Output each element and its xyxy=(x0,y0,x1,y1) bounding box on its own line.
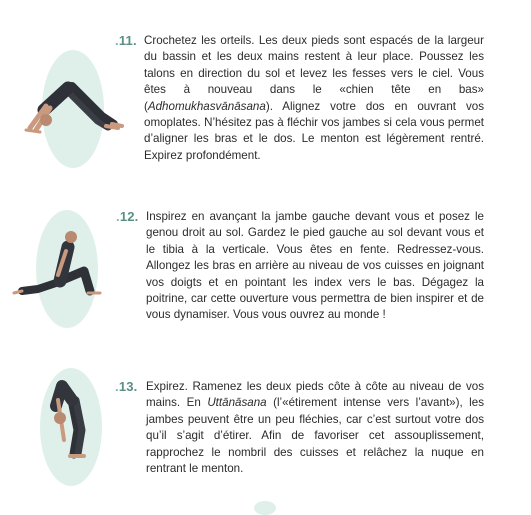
text-run: Crochetez les orteils. Les deux pieds sont espacés de la largeur du bassin et les deux mains restent à leur place. Poussez les talons en direction du sol et levez les fesses vers le ciel. Vous êtes à nouveau dans le «chien tête en bas» ( xyxy=(144,34,484,113)
sanskrit-term: Adhomukhasvānāsana xyxy=(147,99,266,113)
step-text xyxy=(144,33,484,164)
text-run: ). Alignez votre dos en ouvrant vos omoplates. N’hésitez pas à fléchir vos jambes si cela vous permet d’aligner les bras et le dos. Le menton est légèrement rentré. Expirez profondément. xyxy=(144,99,484,162)
step-text xyxy=(146,379,484,477)
text-run: Expirez. Ramenez les deux pieds côte à côte au niveau de vos mains. En xyxy=(146,380,484,410)
forward-fold-pose-image xyxy=(34,370,114,470)
lunge-pose-image xyxy=(10,225,120,315)
step-text xyxy=(146,209,484,324)
text-run: (l’«étirement intense vers l’avant»), les jambes peuvent être un peu fléchies, car c’est surtout votre dos qu’il s’agit d’étirer. Afin de favoriser cet assouplissement, rapprochez le nombril des cuisses et relâchez la nuque en rentrant le menton. xyxy=(146,396,484,476)
sanskrit-term: Uttānāsana xyxy=(207,396,267,410)
step-number: .11. xyxy=(115,33,137,48)
step-number: .12. xyxy=(116,209,139,224)
page-decoration xyxy=(254,501,276,515)
downward-dog-pose-image xyxy=(10,62,130,162)
step-number: .13. xyxy=(115,379,138,394)
text-run: Inspirez en avançant la jambe gauche devant vous et posez le genou droit au sol. Gardez le pied gauche au sol devant vous et le tibia à la verticale. Vous êtes en fente. Redressez-vous. Allongez les bras en arrière au niveau de vos cuisses en joignant vos doigts et en pointant les index vers le bas. Dégagez la poitrine, car cette ouverture vous permettra de bien inspirer et de vous dynamiser. Vous vous ouvrez au monde ! xyxy=(146,210,484,322)
